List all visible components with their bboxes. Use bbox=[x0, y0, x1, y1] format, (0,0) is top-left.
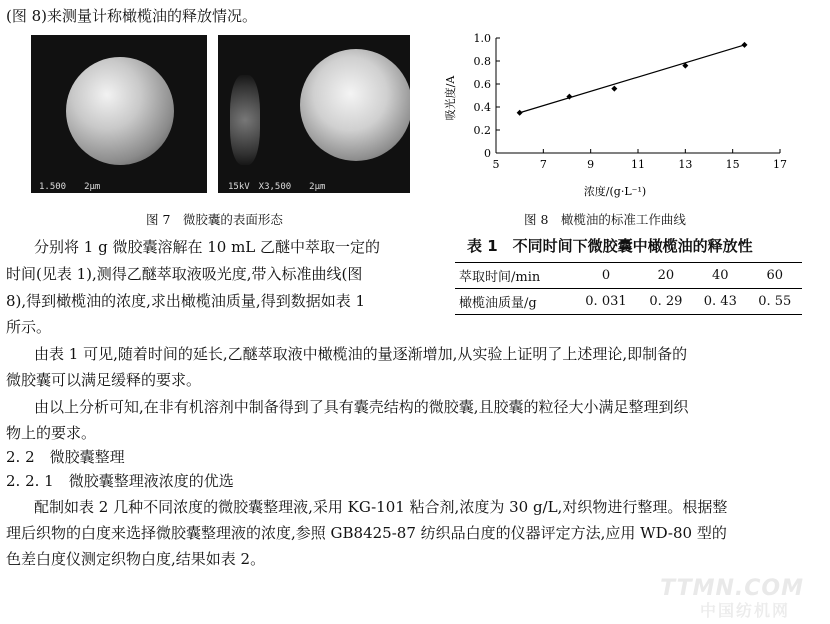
subsection-heading: 2. 2. 1 微胶囊整理液浓度的优选 bbox=[6, 472, 234, 490]
data-point bbox=[611, 86, 617, 92]
row-label: 萃取时间/min bbox=[455, 263, 573, 289]
x-tick-label: 7 bbox=[539, 158, 547, 171]
data-point bbox=[742, 42, 748, 48]
para2-line: 微胶囊可以满足缓释的要求。 bbox=[6, 371, 202, 389]
para4-line: 配制如表 2 几种不同浓度的微胶囊整理液,采用 KG-101 粘合剂,浓度为 30 g/L,对织物进行整理。根据整 bbox=[34, 498, 728, 516]
table-cell: 20 bbox=[639, 263, 693, 289]
y-tick-label: 0.4 bbox=[473, 101, 491, 114]
y-tick-label: 0.2 bbox=[473, 124, 491, 137]
table-row bbox=[455, 263, 802, 289]
para4-line: 理后织物的白度来选择微胶囊整理液的浓度,参照 GB8425-87 纺织品白度的仪器评定方法,应用 WD-80 型的 bbox=[6, 524, 727, 542]
figure7-caption: 图 7 微胶囊的表面形态 bbox=[146, 212, 283, 227]
table-cell: 40 bbox=[693, 263, 747, 289]
para2-line: 由表 1 可见,随着时间的延长,乙醚萃取液中橄榄油的量逐渐增加,从实验上证明了上述理论,即制备的 bbox=[34, 345, 688, 363]
fit-line bbox=[520, 45, 745, 113]
sem-image-left bbox=[31, 35, 207, 193]
figure8-caption: 图 8 橄榄油的标准工作曲线 bbox=[524, 212, 686, 227]
data-point bbox=[517, 110, 523, 116]
standard-curve-chart bbox=[440, 20, 830, 200]
table-cell: 0 bbox=[573, 263, 638, 289]
intro-line: (图 8)来测量计称橄榄油的释放情况。 bbox=[6, 7, 258, 25]
table-cell: 0. 43 bbox=[703, 294, 737, 309]
para1-line: 时间(见表 1),测得乙醚萃取液吸光度,带入标准曲线(图 bbox=[6, 265, 363, 283]
para3-line: 由以上分析可知,在非有机溶剂中制备得到了具有囊壳结构的微胶囊,且胶囊的粒径大小满足整理到织 bbox=[34, 398, 689, 416]
para1-line: 8),得到橄榄油的浓度,求出橄榄油质量,得到数据如表 1 bbox=[6, 292, 366, 310]
table-cell: 0. 55 bbox=[758, 294, 792, 309]
x-tick-label: 17 bbox=[773, 158, 787, 171]
sem-scale-label: 15kV X3,500 2μm bbox=[228, 182, 326, 192]
para3-line: 物上的要求。 bbox=[6, 424, 97, 442]
microcapsule-sphere bbox=[66, 57, 174, 165]
table-cell: 0. 29 bbox=[649, 294, 683, 309]
para1-line: 分别将 1 g 微胶囊溶解在 10 mL 乙醚中萃取一定的 bbox=[34, 238, 381, 256]
sem-scale-label: 1.500 2μm bbox=[39, 182, 101, 192]
para1-line: 所示。 bbox=[6, 318, 52, 336]
y-tick-label: 0.6 bbox=[473, 78, 491, 91]
para4-line: 色差白度仪测定织物白度,结果如表 2。 bbox=[6, 550, 266, 568]
sem-image-right bbox=[218, 35, 410, 193]
table1-title: 表 1 不同时间下微胶囊中橄榄油的释放性 bbox=[467, 237, 753, 255]
watermark-logo-cn: 中国纺机网 bbox=[699, 601, 790, 620]
y-tick-label: 0 bbox=[484, 147, 491, 160]
watermark-logo: TTMN.COM bbox=[660, 576, 804, 601]
x-tick-label: 11 bbox=[631, 158, 645, 171]
chart-ylabel: 吸光度/A bbox=[444, 75, 457, 121]
table-cell: 0. 031 bbox=[585, 294, 627, 309]
section-heading: 2. 2 微胶囊整理 bbox=[6, 448, 125, 466]
table-row bbox=[455, 289, 802, 315]
y-tick-label: 1.0 bbox=[473, 32, 491, 45]
chart-xlabel: 浓度/(g·L⁻¹) bbox=[583, 185, 647, 198]
row-label: 橄榄油质量/g bbox=[459, 296, 537, 311]
y-tick-label: 0.8 bbox=[473, 55, 491, 68]
table1 bbox=[455, 262, 802, 315]
x-tick-label: 13 bbox=[678, 158, 693, 171]
x-tick-label: 9 bbox=[587, 158, 595, 171]
debris-fragment bbox=[230, 75, 260, 165]
x-tick-label: 5 bbox=[492, 158, 500, 171]
x-tick-label: 15 bbox=[725, 158, 740, 171]
microcapsule-sphere bbox=[300, 49, 410, 161]
table-cell: 60 bbox=[748, 263, 802, 289]
